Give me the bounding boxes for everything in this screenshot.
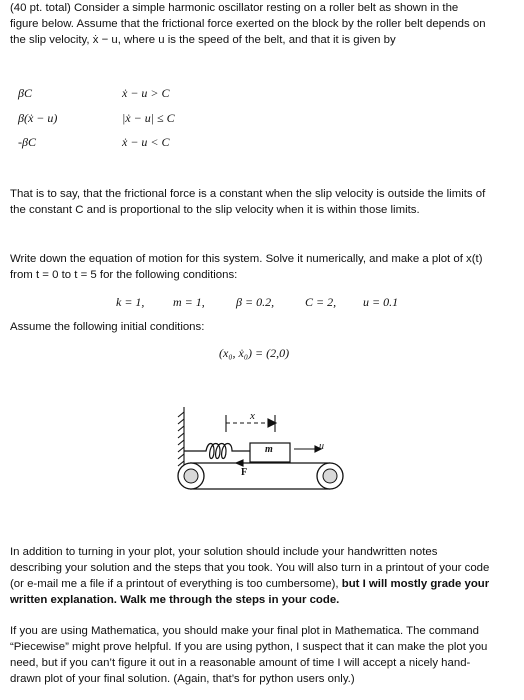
notes-line-3-bold: but I will mostly grade your <box>341 578 490 590</box>
piecewise-condition-2: |ẋ − u| ≤ C <box>122 111 175 125</box>
mathematica-line-4: drawn plot of your final solution. (Again, that’s for python users only.) <box>10 673 355 685</box>
mathematica-line-1: If you are using Mathematica, you should make your final plot in Mathematica. The command <box>10 625 479 637</box>
param-k: k = 1, <box>116 295 145 309</box>
task-line-1: Write down the equation of motion for this system. Solve it numerically, and make a plot of x(t) <box>10 253 483 265</box>
piecewise-force-2: β(ẋ − u) <box>18 111 58 125</box>
explain-line-1: That is to say, that the frictional force is a constant when the slip velocity is outside the limits of <box>10 188 486 200</box>
piecewise-condition-1: ẋ − u > C <box>122 86 170 100</box>
task-line-2: from t = 0 to t = 5 for the following conditions: <box>10 269 238 281</box>
x-label: x <box>250 410 255 422</box>
notes-line-4: written explanation. Walk me through the steps in your code. <box>10 594 340 606</box>
param-beta: β = 0.2, <box>236 295 275 309</box>
intro-line-3: the slip velocity, ẋ − u, where u is the speed of the belt, and that it is given by <box>10 34 396 46</box>
mathematica-line-3: need, but if you can’t figure it out in a reasonable amount of time I will accept a nicely hand- <box>10 657 471 669</box>
param-m: m = 1, <box>173 295 205 309</box>
notes-line-1: In addition to turning in your plot, your solution should include your handwritten notes <box>10 546 438 558</box>
param-C: C = 2, <box>305 295 337 309</box>
assume-line: Assume the following initial conditions: <box>10 321 205 333</box>
roller-belt <box>190 463 330 489</box>
right-roller <box>317 463 343 489</box>
u-arrow <box>294 446 321 452</box>
m-label: m <box>265 444 273 455</box>
intro-line-1: (40 pt. total) Consider a simple harmonic oscillator resting on a roller belt as shown in the <box>10 2 459 14</box>
F-label: F <box>241 467 248 478</box>
initial-conditions: (x₀, ẋ₀) = (2,0) <box>219 346 290 360</box>
notes-line-3 <box>10 576 489 593</box>
param-u: u = 0.1 <box>363 295 399 309</box>
notes-line-2: describing your solution and the steps that you took. You will also turn in a printout of your code <box>10 562 490 574</box>
explain-line-2: the constant C and is proportional to the slip velocity when it is within those limits. <box>10 204 420 216</box>
u-label: u <box>319 441 324 452</box>
spring <box>184 444 250 459</box>
piecewise-force-1: βC <box>18 86 32 100</box>
left-roller <box>178 463 204 489</box>
notes-line-3-normal: (or e-mail me a file if a printout of everything is too cumbersome), <box>10 578 342 590</box>
piecewise-force-3: -βC <box>18 135 36 149</box>
intro-line-2: figure below. Assume that the frictional force exerted on the block by the roller belt depends on <box>10 18 486 30</box>
mathematica-line-2: “Piecewise” might prove helpful. If you are using python, I suspect that it can make the plot you <box>10 641 488 653</box>
piecewise-condition-3: ẋ − u < C <box>122 135 170 149</box>
